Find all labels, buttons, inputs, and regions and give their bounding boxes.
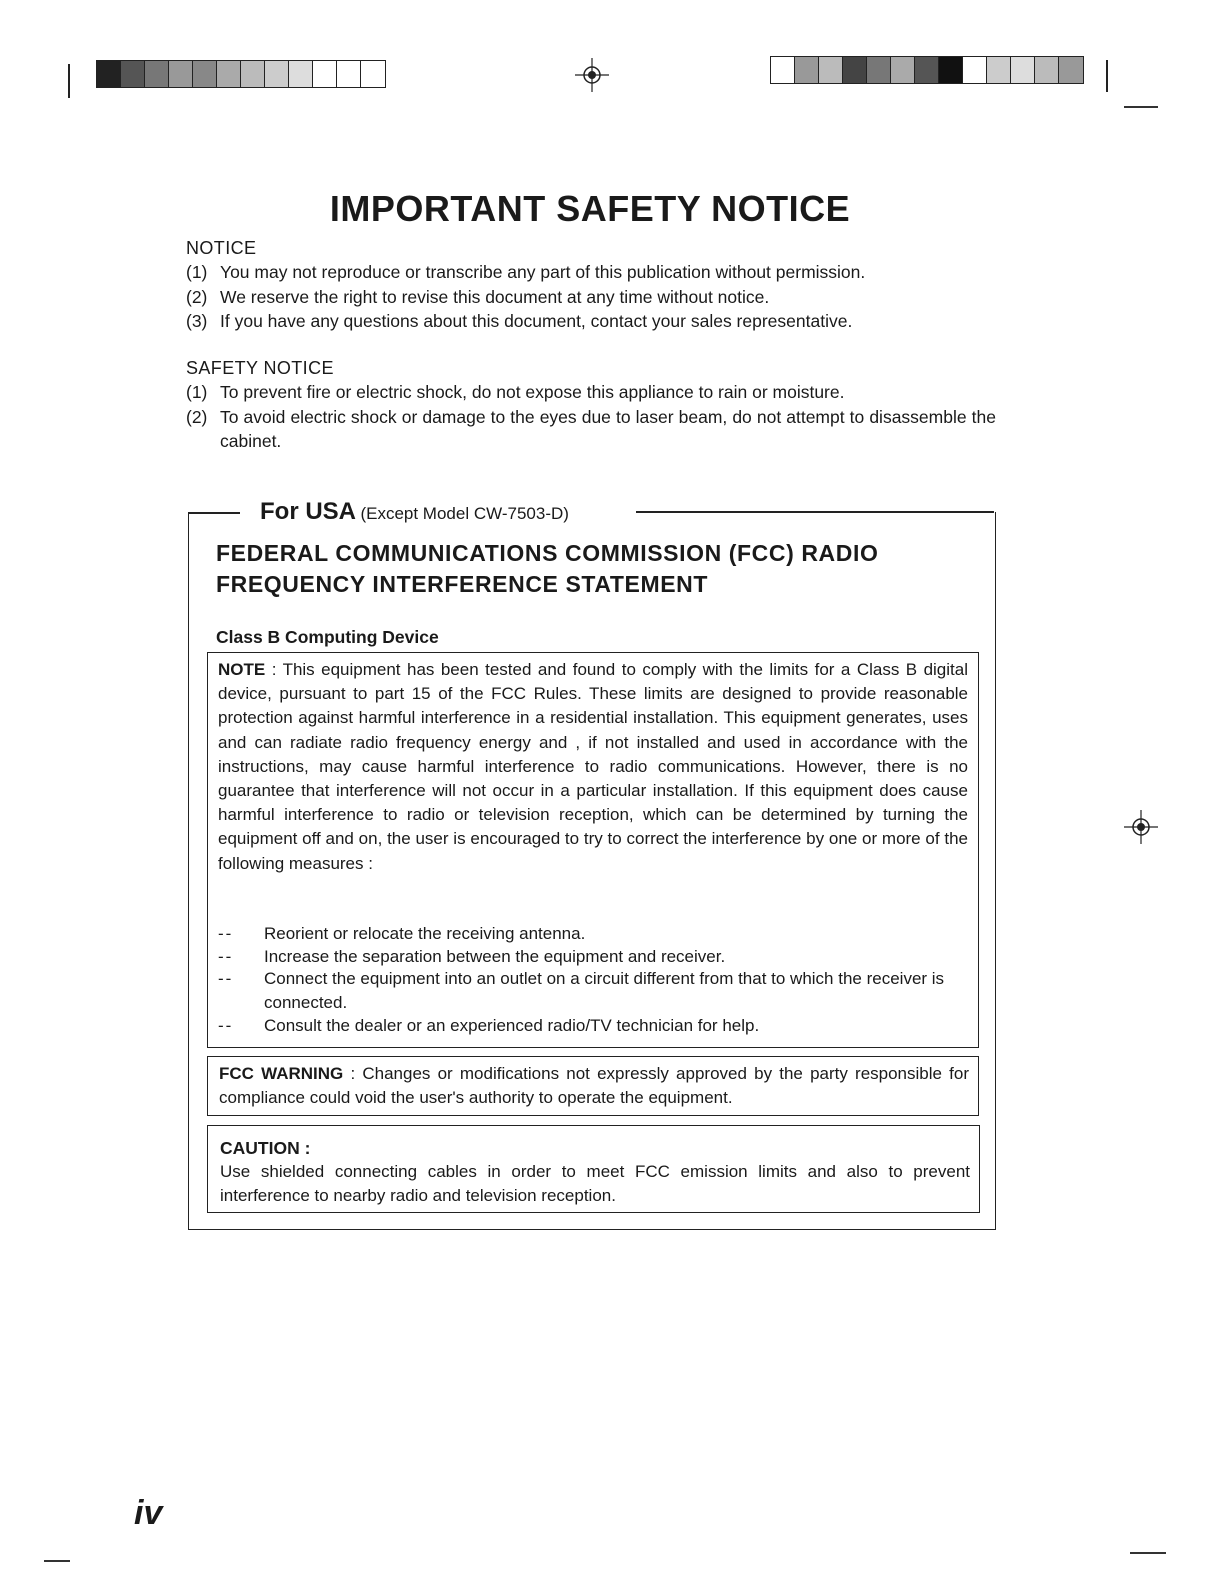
caution-body: Use shielded connecting cables in order to meet FCC emission limits and also to prevent interference to nearby radio and television reception.: [220, 1162, 970, 1205]
notice-item-number: (3): [186, 311, 208, 331]
usa-label-main: For USA: [260, 498, 356, 525]
crop-mark-top-right: [1124, 106, 1158, 108]
crosshair-icon: [575, 58, 609, 92]
notice-heading: NOTICE: [186, 238, 257, 258]
notice-item-number: (1): [186, 262, 208, 282]
color-bar-right: [770, 56, 1084, 84]
fcc-warning-keyword: FCC WARNING: [219, 1064, 344, 1083]
safety-notice-item-number: (2): [186, 407, 208, 427]
notice-item-text: You may not reproduce or transcribe any part of this publication without permission.: [220, 262, 866, 282]
crop-mark-right: [1106, 60, 1108, 92]
note-keyword: NOTE: [218, 660, 266, 679]
crop-mark-left: [68, 64, 70, 98]
crosshair-icon: [1124, 810, 1158, 844]
note-body: : This equipment has been tested and found to comply with the limits for a Class B digital device, pursuant to part 15 of the FCC Rules. These limits are designed to provide reasonable protection against harmful interference in a residential installation. This equipment generates, uses and can radiate radio frequency energy and , if not installed and used in accordance with the instructions, may cause harmful interference to radio communications. However, there is no guarantee that interference will not occur in a particular installation. If this equipment does cause harmful interference to radio or television reception, which can be determined by turning the equipment off and on, the user is encouraged to try to correct the interference by one or more of the following measures :: [218, 660, 968, 873]
caution-heading: CAUTION :: [220, 1138, 311, 1158]
note-paragraph: [218, 658, 968, 876]
usa-section-label: [260, 498, 569, 526]
measure-dash: --: [218, 1016, 234, 1035]
class-b-heading: Class B Computing Device: [216, 627, 439, 647]
safety-notice-heading: SAFETY NOTICE: [186, 358, 334, 378]
page-number: iv: [134, 1494, 163, 1532]
measure-text: Consult the dealer or an experienced radio/TV technician for help.: [264, 1016, 760, 1035]
safety-notice-item-number: (1): [186, 382, 208, 402]
usa-box-top-rule-left: [188, 512, 240, 514]
fcc-warning-body: : Changes or modifications not expressly approved by the party responsible for compliance could void the user's authority to operate the equipment.: [219, 1064, 969, 1107]
color-bar-left: [96, 60, 386, 88]
page-title: IMPORTANT SAFETY NOTICE: [329, 188, 851, 229]
measure-text: Connect the equipment into an outlet on a circuit different from that to which the receiver is connected.: [264, 969, 945, 1012]
crop-mark-bottom-right: [1130, 1552, 1166, 1554]
measure-dash: --: [218, 924, 234, 943]
usa-label-exception: (Except Model CW-7503-D): [360, 504, 569, 523]
notice-item-text: We reserve the right to revise this document at any time without notice.: [220, 287, 770, 307]
measure-text: Reorient or relocate the receiving antenna.: [264, 924, 586, 943]
usa-box-top-rule-right: [636, 511, 994, 513]
notice-item-number: (2): [186, 287, 208, 307]
fcc-warning-paragraph: [219, 1062, 969, 1110]
notice-item-text: If you have any questions about this document, contact your sales representative.: [220, 311, 853, 331]
measure-dash: --: [218, 969, 234, 988]
fcc-statement-title: FEDERAL COMMUNICATIONS COMMISSION (FCC) RADIO FREQUENCY INTERFERENCE STATEMENT: [216, 540, 879, 597]
safety-notice-item-text: To avoid electric shock or damage to the eyes due to laser beam, do not attempt to disassemble the cabinet.: [220, 407, 996, 451]
safety-notice-item-text: To prevent fire or electric shock, do not expose this appliance to rain or moisture.: [220, 382, 845, 402]
crop-mark-bottom-left: [44, 1560, 70, 1562]
measure-text: Increase the separation between the equipment and receiver.: [264, 947, 726, 966]
measure-dash: --: [218, 947, 234, 966]
